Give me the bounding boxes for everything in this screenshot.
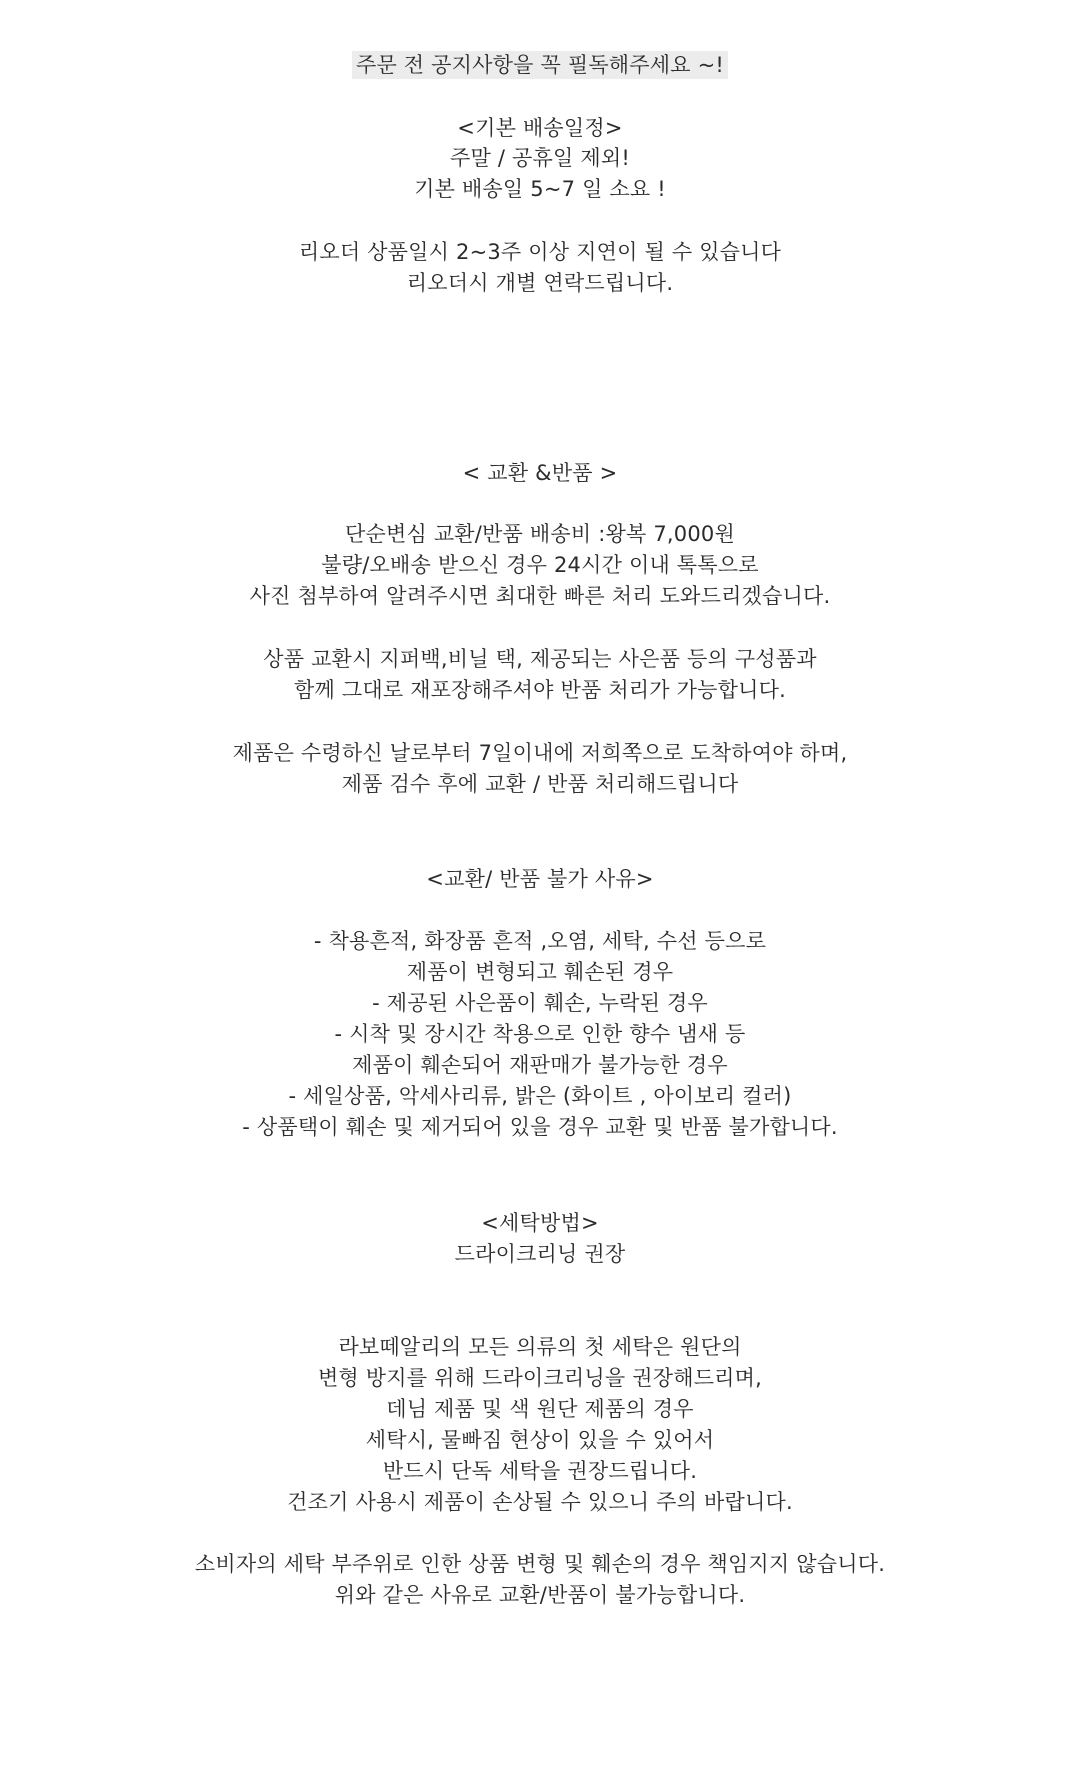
exchange-line: 사진 첨부하여 알려주시면 최대한 빠른 처리 도와드리겠습니다.	[249, 584, 831, 608]
no-return-line: - 착용흔적, 화장품 흔적 ,오염, 세탁, 수선 등으로	[313, 929, 767, 953]
no-return-line: - 상품택이 훼손 및 제거되어 있을 경우 교환 및 반품 불가합니다.	[242, 1115, 838, 1139]
shipping-line: 리오더 상품일시 2~3주 이상 지연이 될 수 있습니다	[298, 240, 782, 264]
washing-subtitle: 드라이크리닝 권장	[454, 1242, 626, 1266]
washing-line: 변형 방지를 위해 드라이크리닝을 권장해드리며,	[317, 1366, 763, 1390]
notice-header	[0, 50, 1080, 80]
no-return-line: - 시착 및 장시간 착용으로 인한 향수 냄새 등	[334, 1022, 746, 1046]
no-return-line: - 세일상품, 악세사리류, 밝은 (화이트 , 아이보리 컬러)	[288, 1084, 792, 1108]
shipping-title: <기본 배송일정>	[457, 116, 623, 140]
washing-line: 건조기 사용시 제품이 손상될 수 있으니 주의 바랍니다.	[287, 1490, 793, 1514]
washing-title: <세탁방법>	[481, 1211, 599, 1235]
no-return-line: - 제공된 사은품이 훼손, 누락된 경우	[372, 991, 708, 1015]
no-return-title: <교환/ 반품 불가 사유>	[426, 867, 654, 891]
washing-line: 위와 같은 사유로 교환/반품이 불가능합니다.	[334, 1583, 746, 1607]
exchange-line: 불량/오배송 받으신 경우 24시간 이내 톡톡으로	[321, 553, 759, 577]
no-return-line: 제품이 훼손되어 재판매가 불가능한 경우	[352, 1053, 728, 1077]
no-return-line: 제품이 변형되고 훼손된 경우	[406, 960, 674, 984]
shipping-line: 리오더시 개별 연락드립니다.	[406, 271, 674, 295]
exchange-line: 함께 그대로 재포장해주셔야 반품 처리가 가능합니다.	[294, 678, 786, 702]
notice-header-text: 주문 전 공지사항을 꼭 필독해주세요 ~!	[352, 51, 728, 79]
washing-line: 라보떼알리의 모든 의류의 첫 세탁은 원단의	[338, 1335, 742, 1359]
washing-line: 소비자의 세탁 부주위로 인한 상품 변형 및 훼손의 경우 책임지지 않습니다.	[194, 1552, 886, 1576]
exchange-line: 단순변심 교환/반품 배송비 :왕복 7,000원	[345, 522, 735, 546]
washing-line: 반드시 단독 세탁을 권장드립니다.	[382, 1459, 698, 1483]
exchange-line: 상품 교환시 지퍼백,비닐 택, 제공되는 사은품 등의 구성품과	[263, 647, 817, 671]
shipping-line: 주말 / 공휴일 제외!	[450, 146, 630, 170]
exchange-line: 제품 검수 후에 교환 / 반품 처리해드립니다	[341, 772, 739, 796]
exchange-title: < 교환 &반품 >	[462, 461, 618, 485]
exchange-line: 제품은 수령하신 날로부터 7일이내에 저희쪽으로 도착하여야 하며,	[232, 741, 848, 765]
washing-line: 세탁시, 물빠짐 현상이 있을 수 있어서	[365, 1428, 715, 1452]
shipping-line: 기본 배송일 5~7 일 소요 !	[414, 177, 666, 201]
washing-line: 데님 제품 및 색 원단 제품의 경우	[386, 1397, 694, 1421]
